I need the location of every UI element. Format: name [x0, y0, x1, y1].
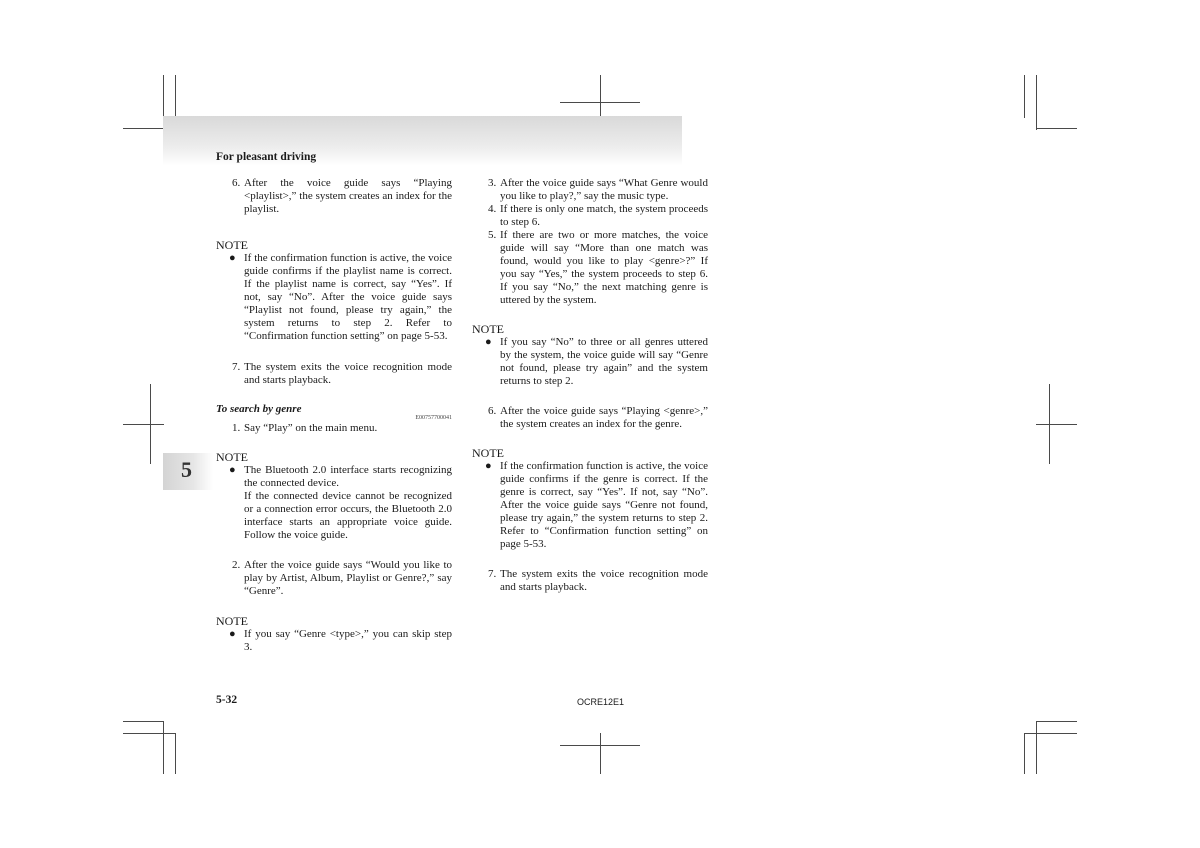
- note-bullet: ● The Bluetooth 2.0 interface starts recognizing the connected device. If the connected device cannot be recognized or a connection error occurs, the Bluetooth 2.0 interface starts an appropriate voice guide. Follow the voice guide.: [229, 464, 453, 541]
- note-bullet: ● If the confirmation function is active, the voice guide confirms if the playlist name is correct. If the playlist name is correct, say “Yes”. If not, say “No”. After the voice guide says “Playlist not found, please try again,” the system returns to step 2. Refer to “Confirmation function setting” on page 5-53.: [229, 252, 452, 342]
- step-7: 7. The system exits the voice recognition mode and starts playback.: [232, 361, 452, 386]
- subheading-search-by-genre: To search by genre: [216, 403, 302, 415]
- note-bullet: ● If you say “Genre <type>,” you can skip step 3.: [229, 628, 452, 653]
- chapter-number: 5: [181, 457, 192, 482]
- step-6-genre: 6. After the voice guide says “Playing <genre>,” the system creates an index for the genre.: [488, 405, 708, 430]
- chapter-tab: [163, 453, 213, 490]
- bullet-icon: ●: [485, 460, 492, 472]
- bullet-icon: ●: [229, 628, 236, 640]
- step-2: 2. After the voice guide says “Would you like to play by Artist, Album, Playlist or Genre?,” say “Genre”.: [232, 559, 452, 597]
- section-title: For pleasant driving: [216, 151, 317, 163]
- step-1: 1. Say “Play” on the main menu.: [232, 422, 378, 434]
- page-number: 5-32: [216, 694, 238, 706]
- bullet-icon: ●: [229, 252, 236, 264]
- reference-code: E00757700041: [415, 415, 452, 421]
- step-4: 4. If there is only one match, the system proceeds to step 6.: [488, 203, 708, 228]
- bullet-icon: ●: [485, 336, 492, 348]
- note-label: NOTE: [216, 238, 248, 252]
- note-label: NOTE: [216, 614, 248, 628]
- step-5: 5. If there are two or more matches, the voice guide will say “More than one match was found, would you like to play <genre>?” If you say “Yes,” the system proceeds to step 6. If you say “No,” the next matching genre is uttered by the system.: [488, 229, 708, 306]
- step-3: 3. After the voice guide says “What Genre would you like to play?,” say the music type.: [488, 177, 708, 202]
- note-label: NOTE: [472, 446, 504, 460]
- note-bullet: ● If the confirmation function is active, the voice guide confirms if the genre is correct. If the genre is correct, say “Yes”. If not, say “No”. After the voice guide says “Genre not found, please try again,” the system returns to step 2. Refer to “Confirmation function setting” on page 5-53.: [485, 460, 708, 550]
- document-code: OCRE12E1: [577, 697, 625, 707]
- note-bullet: ● If you say “No” to three or all genres uttered by the system, the voice guide will say “Genre not found, please try again” and the system returns to step 2.: [485, 336, 708, 387]
- right-column: [472, 177, 708, 594]
- left-column: [216, 177, 452, 654]
- note-label: NOTE: [472, 322, 504, 336]
- step-7: 7. The system exits the voice recognition mode and starts playback.: [488, 568, 708, 593]
- bullet-icon: ●: [229, 464, 236, 476]
- step-6-playlist: 6. After the voice guide says “Playing <playlist>,” the system creates an index for the playlist.: [232, 177, 452, 215]
- note-label: NOTE: [216, 450, 248, 464]
